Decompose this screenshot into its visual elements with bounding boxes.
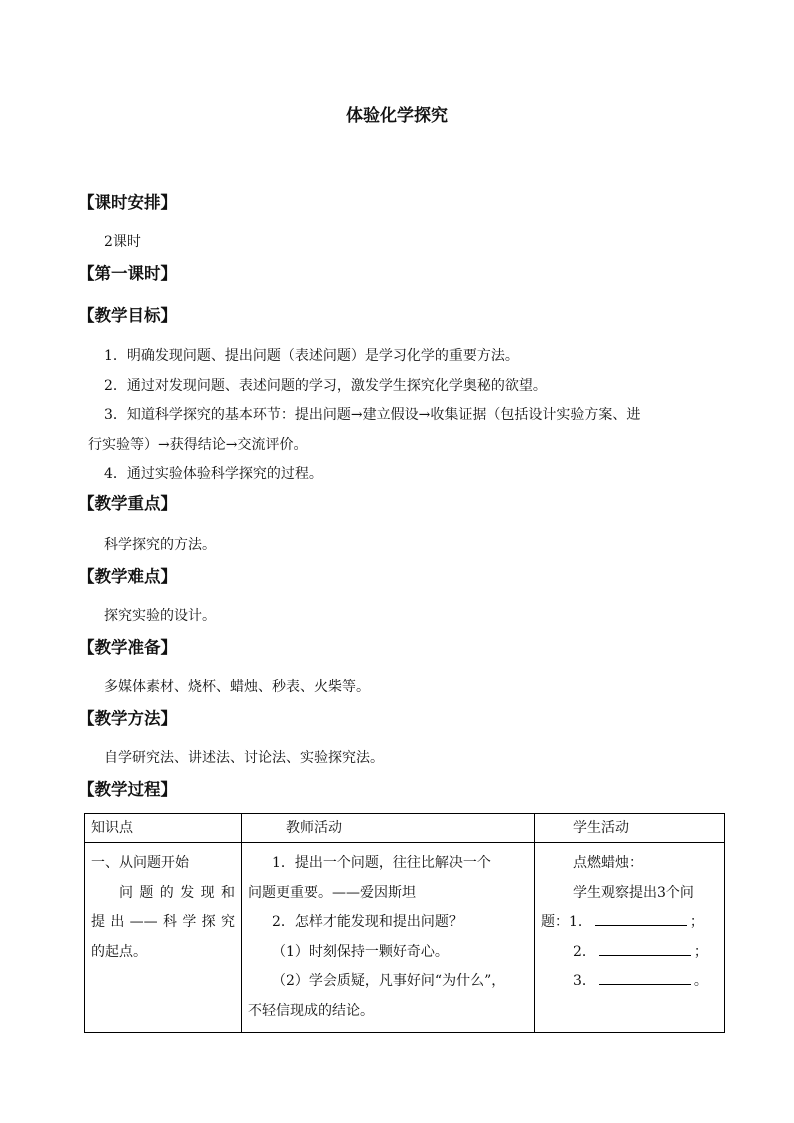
document-title: 体验化学探究 bbox=[346, 106, 448, 126]
heading-goals: 【教学目标】 bbox=[78, 306, 177, 325]
teacher-cell bbox=[242, 843, 535, 1033]
teacher-line: 问题更重要。——爱因斯坦 bbox=[248, 884, 416, 901]
student-question-3 bbox=[541, 967, 718, 997]
answer-blank bbox=[599, 970, 691, 985]
goals-list bbox=[88, 342, 728, 490]
methods-text: 自学研究法、讲述法、讨论法、实验探究法。 bbox=[104, 750, 384, 766]
heading-difficulty: 【教学难点】 bbox=[78, 567, 177, 586]
heading-first-lesson: 【第一课时】 bbox=[78, 264, 177, 283]
student-line: 学生观察提出3个问 bbox=[573, 884, 694, 901]
goal-item: 2．通过对发现问题、表述问题的学习，激发学生探究化学奥秘的欲望。 bbox=[104, 377, 547, 394]
heading-process: 【教学过程】 bbox=[78, 780, 177, 799]
student-line: 点燃蜡烛： bbox=[573, 855, 643, 871]
teacher-line: （2）学会质疑，凡事好问“为什么”， bbox=[272, 973, 506, 989]
goal-item: 4．通过实验体验科学探究的过程。 bbox=[104, 466, 323, 482]
student-question-1 bbox=[541, 908, 718, 938]
question-prefix: 题：1． bbox=[541, 914, 592, 930]
teacher-line: 2．怎样才能发现和提出问题？ bbox=[272, 914, 463, 930]
difficulty-text: 探究实验的设计。 bbox=[104, 608, 216, 624]
knowledge-line: 的起点。 bbox=[91, 943, 147, 960]
knowledge-cell bbox=[85, 843, 242, 1033]
question-end: 。 bbox=[693, 973, 708, 989]
goal-item: 3．知道科学探究的基本环节：提出问题→建立假设→收集证据（包括设计实验方案、进 bbox=[104, 407, 641, 423]
student-question-2 bbox=[541, 938, 718, 968]
knowledge-title: 一、从问题开始 bbox=[91, 855, 189, 871]
answer-blank bbox=[595, 911, 687, 926]
question-prefix: 3． bbox=[573, 973, 596, 989]
schedule-text: 2课时 bbox=[104, 234, 141, 250]
heading-focus: 【教学重点】 bbox=[78, 494, 177, 513]
question-end: ； bbox=[693, 943, 708, 960]
student-cell bbox=[535, 843, 725, 1033]
teacher-line: （1）时刻保持一颗好奇心。 bbox=[272, 943, 449, 960]
table-header-row bbox=[85, 814, 725, 843]
table-row bbox=[85, 843, 725, 1033]
header-knowledge: 知识点 bbox=[85, 814, 242, 843]
goal-item: 1．明确发现问题、提出问题（表述问题）是学习化学的重要方法。 bbox=[104, 348, 519, 364]
teacher-line: 不轻信现成的结论。 bbox=[248, 1002, 374, 1019]
question-prefix: 2． bbox=[573, 943, 596, 960]
header-student: 学生活动 bbox=[535, 814, 725, 843]
knowledge-line: 问题的发现和 bbox=[119, 884, 235, 901]
answer-blank bbox=[599, 941, 691, 956]
header-teacher: 教师活动 bbox=[242, 814, 535, 843]
knowledge-line: 提出——科学探究 bbox=[91, 914, 235, 930]
process-table bbox=[84, 813, 725, 1033]
heading-schedule: 【课时安排】 bbox=[78, 193, 177, 212]
goal-item-continued: 行实验等）→获得结论→交流评价。 bbox=[88, 436, 308, 453]
question-end: ； bbox=[689, 914, 704, 930]
materials-text: 多媒体素材、烧杯、蜡烛、秒表、火柴等。 bbox=[104, 679, 370, 695]
heading-methods: 【教学方法】 bbox=[78, 709, 177, 728]
heading-materials: 【教学准备】 bbox=[78, 638, 177, 657]
teacher-line: 1．提出一个问题，往往比解决一个 bbox=[272, 855, 491, 871]
focus-text: 科学探究的方法。 bbox=[104, 537, 216, 553]
